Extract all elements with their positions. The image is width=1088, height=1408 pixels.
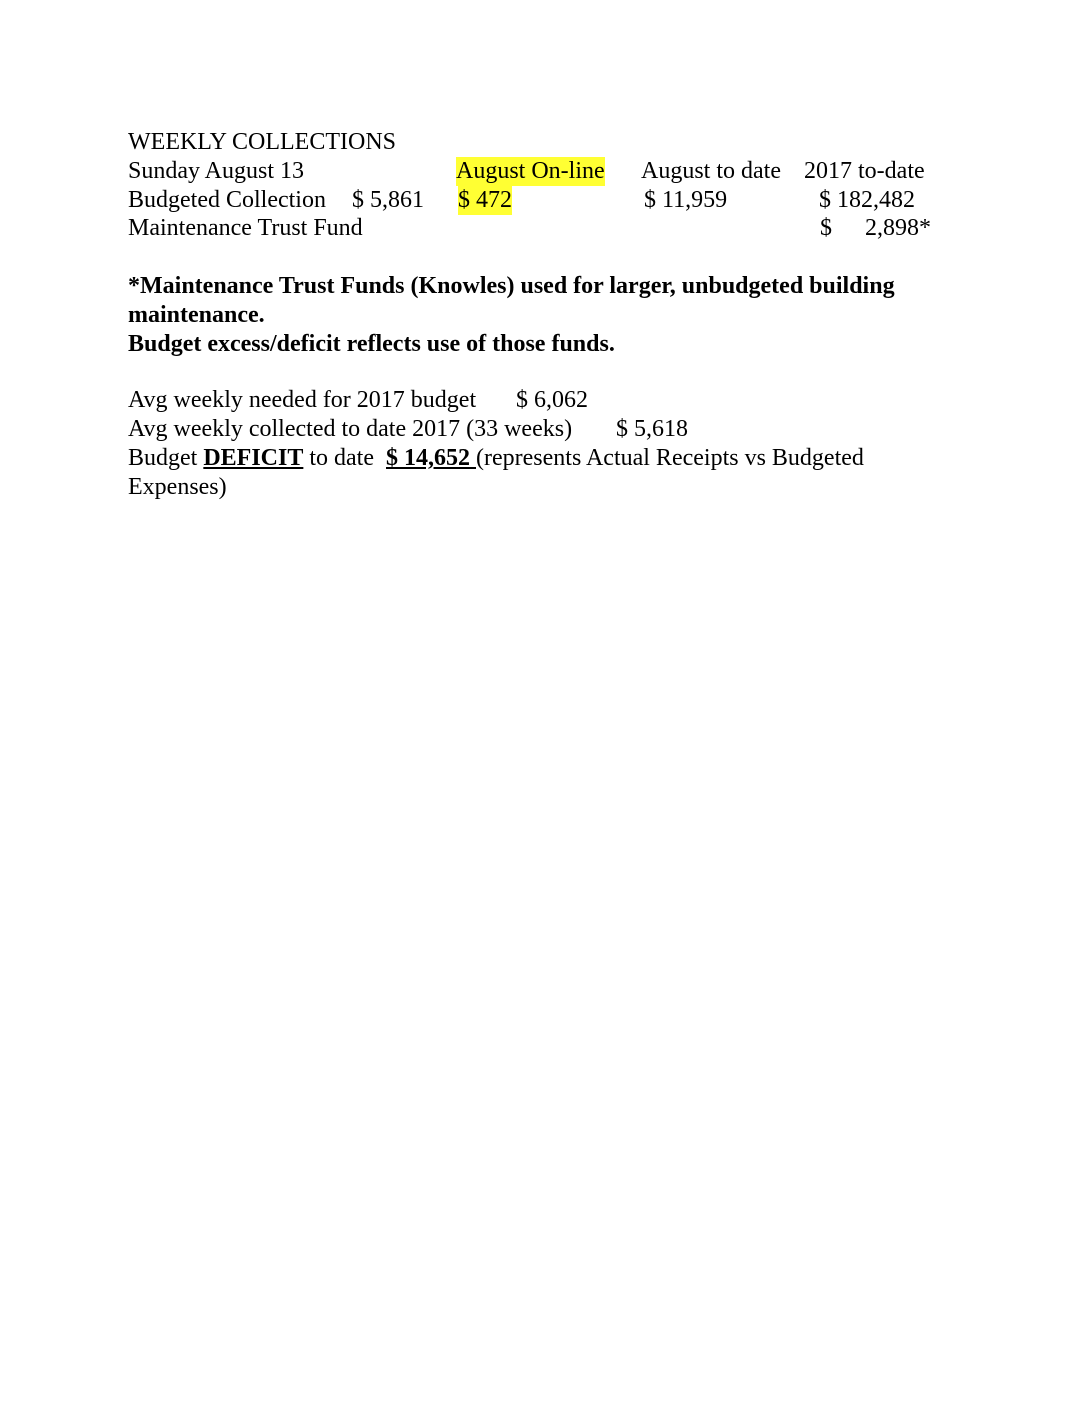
budgeted-weekly-value: $ 5,861	[352, 187, 424, 213]
avg-weekly-collected-value: $ 5,618	[616, 416, 688, 442]
weekly-collections-heading: WEEKLY COLLECTIONS	[128, 129, 396, 155]
maintenance-note-line1: *Maintenance Trust Funds (Knowles) used for larger, unbudgeted building maintenance.	[128, 273, 895, 328]
august-to-date-value: $ 11,959	[644, 187, 728, 213]
august-to-date-label: August to date	[641, 158, 781, 184]
year-to-date-value: $ 182,482	[819, 187, 915, 213]
year-to-date-label: 2017 to-date	[804, 158, 925, 184]
date-label: Sunday August 13	[128, 158, 305, 184]
avg-weekly-collected-label: Avg weekly collected to date 2017 (33 weeks)	[128, 416, 573, 442]
maintenance-trust-fund-label: Maintenance Trust Fund	[128, 215, 363, 241]
online-value: $ 472	[458, 187, 512, 213]
deficit-prefix: Budget	[128, 445, 198, 471]
deficit-suffix: (represents Actual Receipts vs Budgeted Expenses)	[128, 445, 864, 500]
maintenance-currency: $	[820, 215, 832, 241]
deficit-value: $ 14,652	[386, 445, 470, 471]
maintenance-year-value: 2,898*	[865, 215, 931, 241]
maintenance-note-line2: Budget excess/deficit reflects use of those funds.	[128, 331, 615, 357]
budget-deficit-line	[128, 444, 908, 502]
deficit-mid: to date	[309, 445, 374, 471]
deficit-word: DEFICIT	[203, 445, 304, 471]
avg-weekly-needed-label: Avg weekly needed for 2017 budget	[128, 387, 477, 413]
august-online-label: August On-line	[456, 158, 605, 184]
avg-weekly-needed-value: $ 6,062	[516, 387, 588, 413]
budgeted-collection-label: Budgeted Collection	[128, 187, 326, 213]
maintenance-note	[128, 272, 948, 359]
